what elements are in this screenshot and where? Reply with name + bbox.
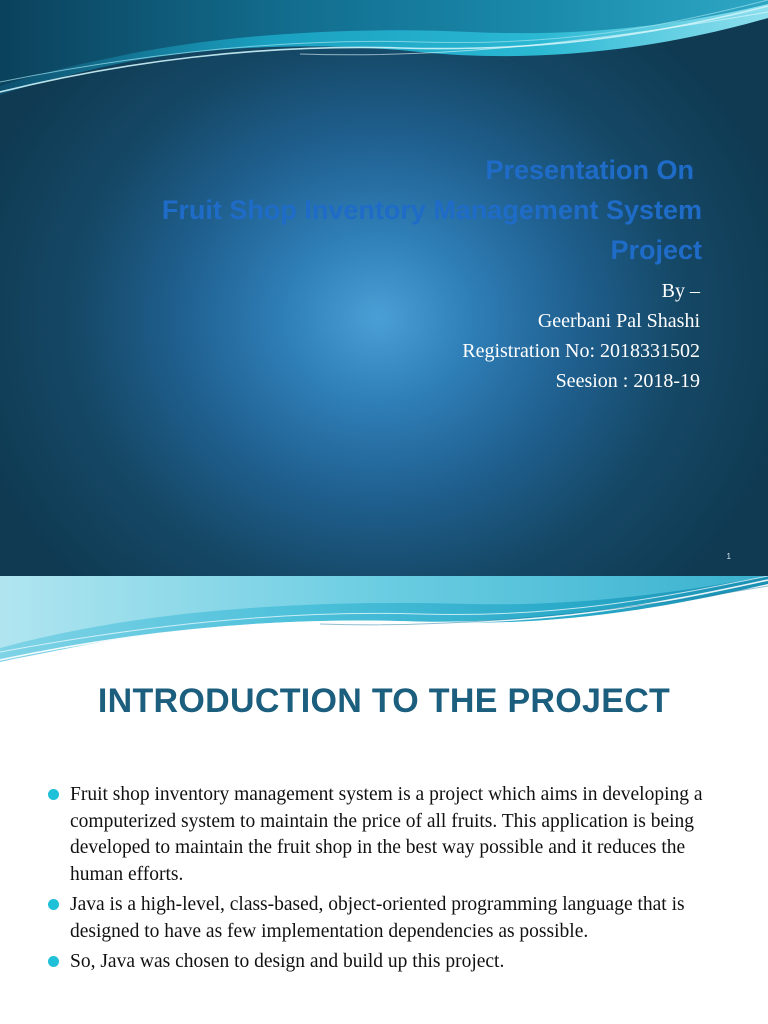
wave-decoration (0, 576, 768, 671)
session: Seesion : 2018-19 (555, 370, 700, 392)
bullet-text: So, Java was chosen to design and build up this project. (70, 951, 505, 972)
list-item (48, 782, 728, 888)
author-name: Geerbani Pal Shashi (537, 310, 700, 332)
list-item (48, 949, 728, 976)
bullet-icon (48, 899, 59, 910)
bullet-list (48, 782, 728, 980)
slide-number: 1 (726, 552, 731, 561)
slide-heading: INTRODUCTION TO THE PROJECT (97, 682, 671, 720)
bullet-icon (48, 956, 59, 967)
bullet-text: Java is a high-level, class-based, object-oriented programming language that is designed to have as few implementation dependencies as possible. (70, 894, 685, 942)
title-line: Project (610, 235, 702, 265)
title-line: Fruit Shop Inventory Management System (161, 195, 702, 225)
presentation-title (62, 150, 702, 270)
by-label: By – (661, 280, 700, 302)
author-block (300, 276, 700, 396)
wave-decoration (0, 0, 768, 110)
title-line: Presentation On (485, 155, 694, 185)
bullet-icon (48, 789, 59, 800)
registration-number: Registration No: 2018331502 (462, 340, 700, 362)
introduction-slide (0, 576, 768, 1024)
list-item (48, 892, 728, 945)
bullet-text: Fruit shop inventory management system is a project which aims in developing a computerized system to maintain the price of all fruits. This application is being developed to maintain the fruit shop in the best way possible and it reduces the human efforts. (70, 784, 703, 885)
